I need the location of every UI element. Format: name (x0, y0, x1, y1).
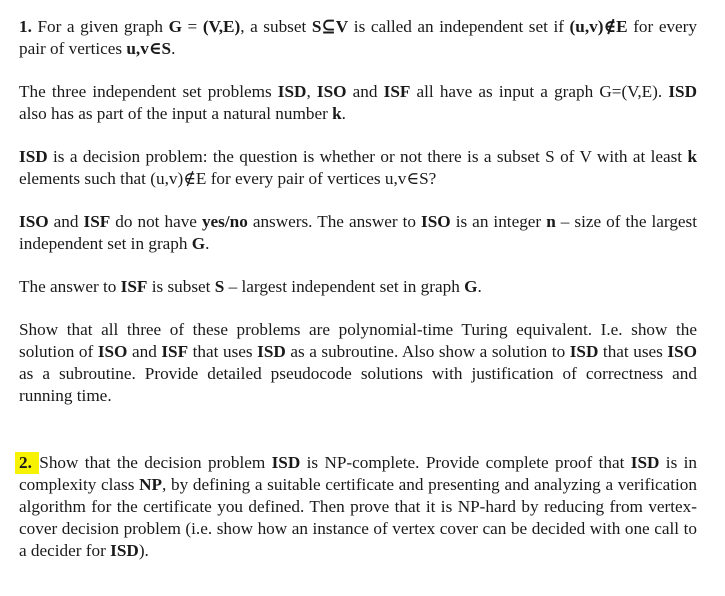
text-run: as a subroutine. Also show a solution to (285, 342, 570, 361)
text-run: also has as part of the input a natural number (19, 104, 333, 123)
bold-term: ISO (19, 212, 49, 231)
bold-term: S⊆V (311, 17, 349, 36)
text-run: and (346, 82, 384, 101)
question-2-number-highlight: 2. (15, 452, 39, 474)
text-run: is called an independent set if (348, 17, 570, 36)
bold-term: S (214, 277, 225, 296)
text-run: – largest independent set in graph (224, 277, 465, 296)
q1-isd-paragraph (19, 146, 697, 190)
bold-term: yes/no (201, 212, 248, 231)
assignment-document (19, 16, 697, 562)
q1-definition-paragraph (19, 16, 697, 60)
bold-term: ISF (83, 212, 111, 231)
text-run: is a decision problem: the question is whether or not there is a subset S of V with at least (47, 147, 688, 166)
bold-term: ISD (277, 82, 307, 101)
q1-isf-answer-paragraph (19, 276, 697, 298)
bold-term: ISO (97, 342, 128, 361)
text-run: do not have (110, 212, 202, 231)
bold-term: (V,E) (202, 17, 241, 36)
text-run: Show that all three of these problems are polynomial-time Turing equivalent. I.e. show the solution of (19, 320, 697, 361)
bold-term: G (191, 234, 206, 253)
text-run: for every pair of vertices (19, 17, 697, 58)
text-run: is an integer (450, 212, 547, 231)
text-run: . (171, 39, 176, 58)
q1-task-paragraph (19, 319, 697, 407)
text-run: . (205, 234, 210, 253)
bold-term: ISF (383, 82, 411, 101)
text-run: is NP-complete. Provide complete proof that (300, 453, 631, 472)
text-run: ). (138, 541, 149, 560)
bold-term: ISD (668, 82, 697, 101)
text-run: . (341, 104, 346, 123)
question-1-number: 1. (19, 17, 32, 36)
text-run: For a given graph (31, 17, 169, 36)
bold-term: k (687, 147, 697, 166)
text-run: . (477, 277, 482, 296)
bold-term: ISD (19, 147, 48, 166)
text-run: and (127, 342, 162, 361)
bold-term: ISD (257, 342, 286, 361)
bold-term: ISO (667, 342, 698, 361)
text-run: Show that the decision problem (39, 453, 272, 472)
bold-term: (u,v)∉E (569, 17, 628, 36)
text-run: answers. The answer to (247, 212, 422, 231)
text-run: is in complexity class (19, 453, 697, 494)
bold-term: ISD (630, 453, 660, 472)
bold-term: ISD (271, 453, 301, 472)
text-run: that uses (598, 342, 668, 361)
text-run: is subset (147, 277, 215, 296)
bold-term: k (332, 104, 342, 123)
q1-inputs-paragraph (19, 81, 697, 125)
text-run: , a subset (240, 17, 312, 36)
q2-paragraph (19, 452, 697, 562)
text-run: The answer to (19, 277, 121, 296)
q1-iso-isf-paragraph (19, 211, 697, 255)
bold-term: ISF (161, 342, 189, 361)
text-run: , (306, 82, 317, 101)
bold-term: ISF (120, 277, 148, 296)
text-run: The three independent set problems (19, 82, 278, 101)
bold-term: u,v∈S (126, 39, 172, 58)
bold-term: ISD (569, 342, 599, 361)
bold-term: n (546, 212, 556, 231)
text-run: as a subroutine. Provide detailed pseudocode solutions with justification of correctness and running time. (19, 364, 697, 405)
bold-term: ISO (316, 82, 347, 101)
text-run: and (48, 212, 84, 231)
text-run: – size of the largest independent set in graph (19, 212, 698, 253)
text-run: elements such that (u,v)∉E for every pair of vertices u,v∈S? (19, 169, 437, 188)
bold-term: G (168, 17, 182, 36)
text-run: , by defining a suitable certificate and presenting and analyzing a verification algorithm for the certificate you defined. Then prove that it is NP-hard by reducing from vertex-cover decision problem (i.e. show how an instance of vertex cover can be decided with one call to a decider for (19, 475, 697, 560)
text-run: that uses (188, 342, 258, 361)
bold-term: G (464, 277, 478, 296)
bold-term: NP (139, 475, 163, 494)
text-run: = (181, 17, 203, 36)
bold-term: ISO (421, 212, 451, 231)
bold-term: ISD (110, 541, 139, 560)
text-run: all have as input a graph G=(V,E). (410, 82, 669, 101)
